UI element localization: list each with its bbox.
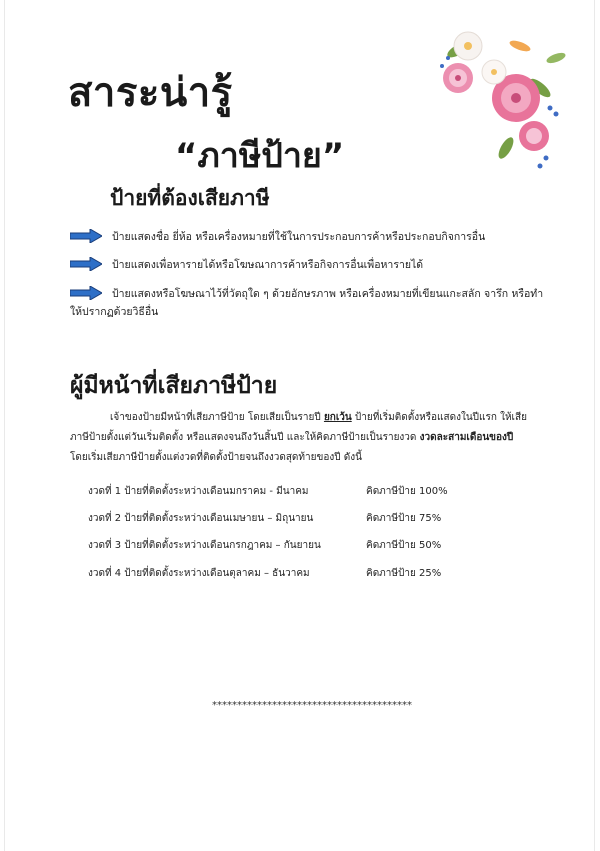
rate-value: คิดภาษีป้าย 50% — [366, 540, 442, 551]
white-flower — [454, 32, 482, 60]
page-subtitle: “ภาษีป้าย” — [175, 136, 345, 176]
rate-period: งวดที่ 4 ป้ายที่ติดตั้งระหว่างเดือนตุลาคม – ธันวาคม — [88, 568, 310, 579]
rate-period: งวดที่ 3 ป้ายที่ติดตั้งระหว่างเดือนกรกฎาคม – กันยายน — [88, 540, 321, 551]
rate-value: คิดภาษีป้าย 100% — [366, 486, 448, 497]
rate-row — [88, 511, 441, 526]
rate-row — [88, 484, 448, 499]
right-arrow-icon — [70, 229, 102, 243]
section-heading-taxpayer: ผู้มีหน้าที่เสียภาษีป้าย — [70, 373, 278, 399]
white-flower-2 — [482, 60, 506, 84]
pink-flower-bottom — [519, 121, 549, 151]
para-text-2: ป้ายที่เริ่มติดตั้งหรือแสดงในปีแรก ให้เสียภาษีป้ายตั้งแต่วันเริ่มติดตั้ง หรือแสดงจนถึงวันสิ้นปี และให้คิดภาษีป้ายเป็นรายงวด — [70, 412, 527, 443]
page-edge-right — [594, 0, 595, 851]
section-heading-taxable-signs: ป้ายที่ต้องเสียภาษี — [110, 186, 270, 210]
list-item — [70, 228, 485, 246]
flower-bouquet-icon — [428, 28, 568, 178]
para-text-3: โดยเริ่มเสียภาษีป้ายตั้งแต่งวดที่ติดตั้งป้ายจนถึงงวดสุดท้ายของปี ดังนี้ — [70, 452, 362, 463]
para-text-1: เจ้าของป้ายมีหน้าที่เสียภาษีป้าย โดยเสียเป็นรายปี — [110, 412, 324, 423]
para-emphasis-except: ยกเว้น — [323, 412, 352, 423]
page-edge-left — [4, 0, 5, 851]
bullet-text-continued: ให้ปรากฏด้วยวิธีอื่น — [70, 306, 159, 318]
separator-stars: **************************************** — [212, 700, 412, 711]
list-item — [70, 285, 543, 303]
taxpayer-paragraph — [70, 408, 530, 468]
rate-value: คิดภาษีป้าย 75% — [366, 513, 442, 524]
right-arrow-icon — [70, 286, 102, 300]
rate-row — [88, 538, 441, 553]
pink-flower-small — [443, 63, 473, 93]
page-title: สาระน่ารู้ — [68, 70, 233, 116]
bullet-text: ป้ายแสดงหรือโฆษณาไว้ที่วัตถุใด ๆ ด้วยอักษรภาพ หรือเครื่องหมายที่เขียนแกะสลัก จารึก หรือทำ — [112, 288, 544, 300]
list-item — [70, 256, 423, 274]
rate-value: คิดภาษีป้าย 25% — [366, 568, 442, 579]
rate-period: งวดที่ 1 ป้ายที่ติดตั้งระหว่างเดือนมกราคม - มีนาคม — [88, 486, 309, 497]
rate-period: งวดที่ 2 ป้ายที่ติดตั้งระหว่างเดือนเมษายน – มิถุนายน — [88, 513, 314, 524]
right-arrow-icon — [70, 257, 102, 271]
rate-row — [88, 566, 441, 581]
para-emphasis-quarterly: งวดละสามเดือนของปี — [419, 432, 514, 443]
bullet-text: ป้ายแสดงเพื่อหารายได้หรือโฆษณาการค้าหรือกิจการอื่นเพื่อหารายได้ — [112, 259, 424, 271]
bullet-text: ป้ายแสดงชื่อ ยี่ห้อ หรือเครื่องหมายที่ใช้ในการประกอบการค้าหรือประกอบกิจการอื่น — [112, 231, 486, 243]
